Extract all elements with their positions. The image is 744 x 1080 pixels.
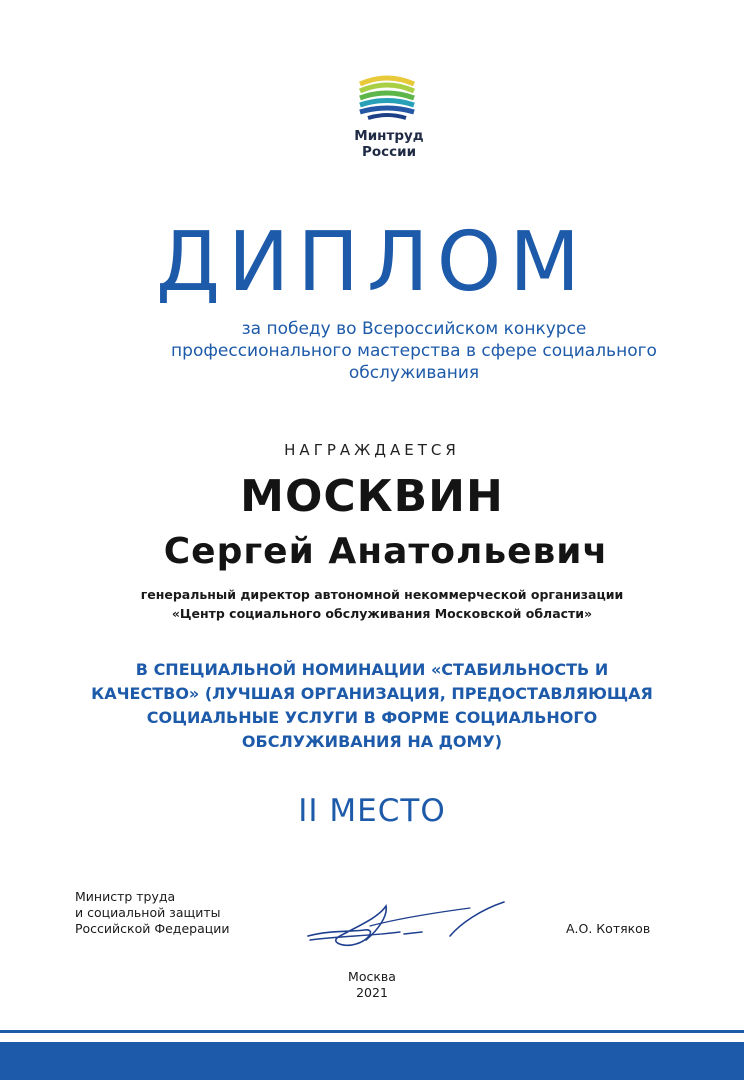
handwritten-signature (300, 896, 514, 956)
place-label: II МЕСТО (298, 793, 446, 829)
footer-thick-band (0, 1042, 744, 1080)
footer-thin-band (0, 1030, 744, 1033)
city: Москва (348, 969, 396, 984)
nomination-line-2: КАЧЕСТВО» (ЛУЧШАЯ ОРГАНИЗАЦИЯ, ПРЕДОСТАВЛЯЮЩАЯ (91, 684, 653, 703)
logo-line-2: России (361, 144, 417, 160)
diploma-subtitle (0, 318, 744, 384)
recipient-surname: МОСКВИН (240, 471, 504, 522)
position-line-2: «Центр социального обслуживания Московской области» (171, 606, 593, 621)
signatory-title-line-2: и социальной защиты (75, 905, 221, 920)
position-line-1: генеральный директор автономной некоммерческой организации (140, 587, 624, 602)
logo-line-1: Минтруд (354, 128, 424, 144)
mintrud-emblem-icon (356, 70, 418, 120)
nomination-line-1: В СПЕЦИАЛЬНОЙ НОМИНАЦИИ «СТАБИЛЬНОСТЬ И (135, 660, 609, 679)
nomination-line-4: ОБСЛУЖИВАНИЯ НА ДОМУ) (241, 732, 503, 751)
subtitle-line-2: профессионального мастерства в сфере социального (171, 341, 657, 361)
recipient-given-name: Сергей Анатольевич (163, 531, 609, 572)
diploma-title: ДИПЛОМ (155, 215, 588, 310)
nomination-text (0, 658, 744, 754)
signatory-title-line-1: Министр труда (75, 889, 176, 904)
signatory-title-line-3: Российской Федерации (75, 921, 230, 936)
city-year (0, 969, 744, 1001)
subtitle-line-1: за победу во Всероссийском конкурсе (241, 319, 587, 339)
ministry-logo-text (0, 128, 744, 160)
signatory-title (75, 889, 229, 937)
nomination-line-3: СОЦИАЛЬНЫЕ УСЛУГИ В ФОРМЕ СОЦИАЛЬНОГО (146, 708, 598, 727)
subtitle-line-3: обслуживания (348, 363, 480, 383)
awarded-label: НАГРАЖДАЕТСЯ (284, 441, 460, 459)
signatory-name: А.О. Котяков (566, 921, 651, 936)
year: 2021 (356, 985, 388, 1000)
recipient-position (0, 585, 744, 623)
